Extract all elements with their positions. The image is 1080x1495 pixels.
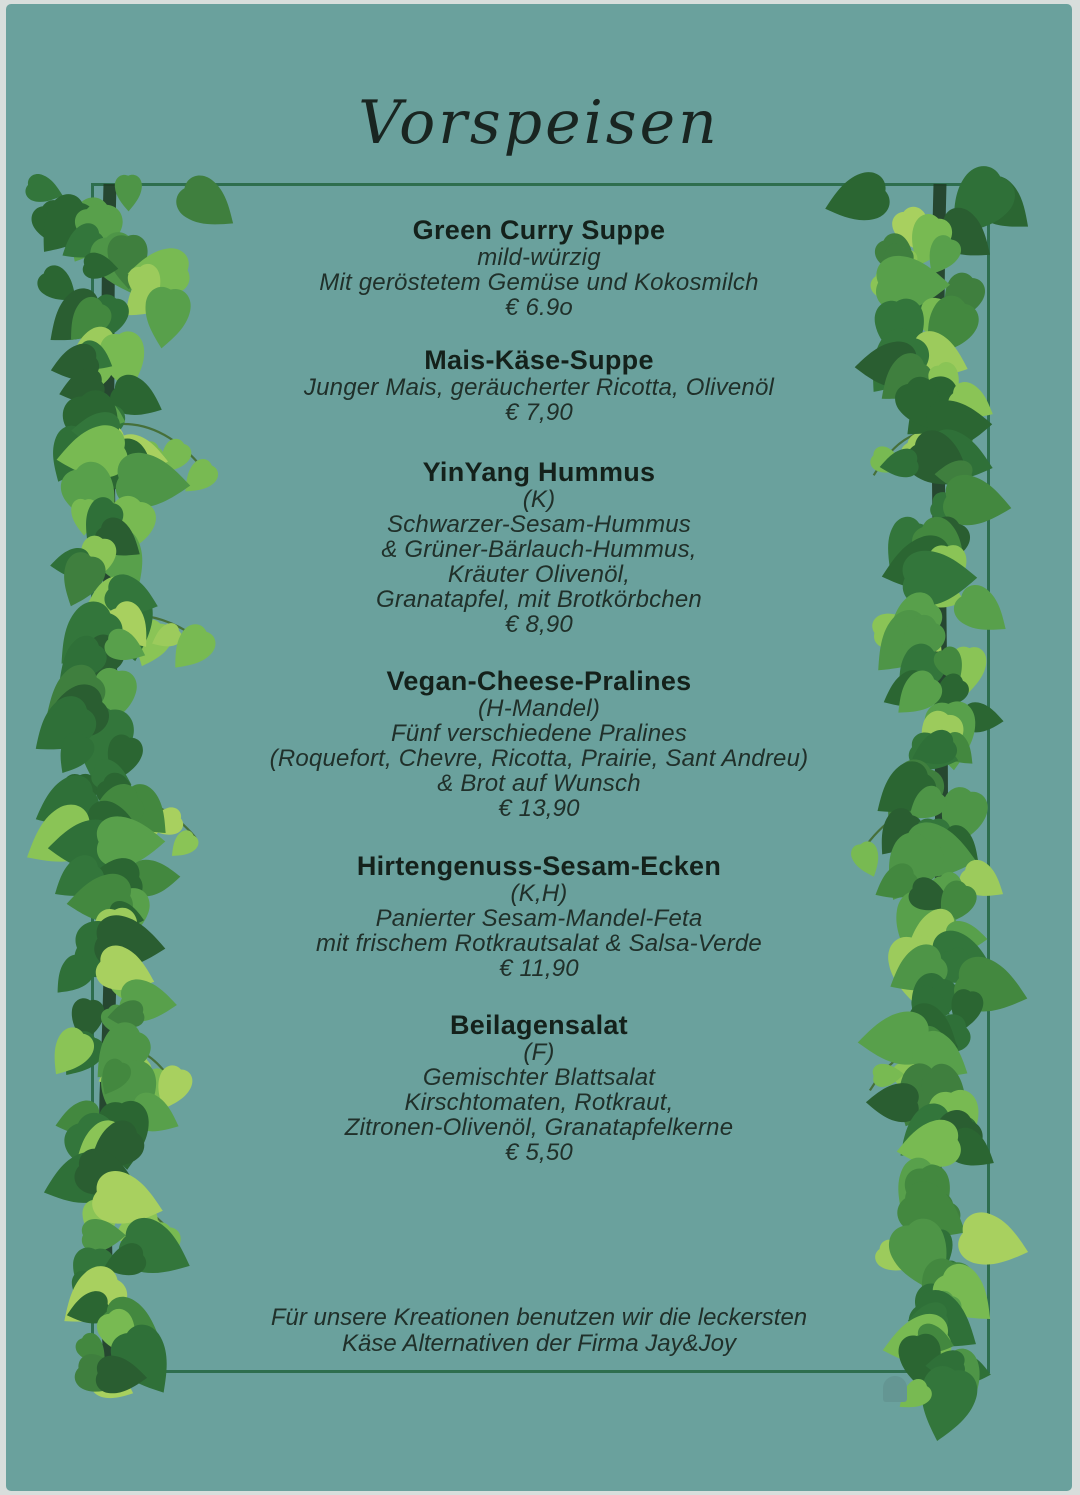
item-description: Kirschtomaten, Rotkraut, [404,1089,674,1116]
item-description: Schwarzer-Sesam-Hummus [386,511,692,538]
item-name: Green Curry Suppe [412,215,666,245]
item-price: € 13,90 [498,795,580,822]
item-price: € 7,90 [505,399,573,426]
menu-item-vegan-cheese-pralines [126,666,952,821]
item-description: Panierter Sesam-Mandel-Feta [375,905,703,932]
menu-item-mais-kaese-suppe [126,345,952,425]
item-description: & Grüner-Bärlauch-Hummus, [381,536,697,563]
item-description: Gemischter Blattsalat [422,1064,656,1091]
menu-item-yinyang-hummus [126,457,952,637]
item-allergen-tag: (K,H) [510,880,568,907]
item-name: YinYang Hummus [422,457,656,487]
item-description: mild-würzig [477,244,601,271]
page-title: Vorspeisen [358,88,720,158]
item-description: & Brot auf Wunsch [437,770,641,797]
item-allergen-tag: (H-Mandel) [477,695,601,722]
item-price: € 5,50 [505,1139,573,1166]
footer-line: Für unsere Kreationen benutzen wir die leckersten [270,1304,808,1331]
item-name: Hirtengenuss-Sesam-Ecken [356,851,722,881]
footer-line: Käse Alternativen der Firma Jay&Joy [342,1330,736,1357]
footer-note [6,1305,1072,1357]
item-allergen-tag: (K) [522,486,556,513]
item-name: Vegan-Cheese-Pralines [386,666,692,696]
menu-page [6,4,1072,1491]
item-name: Mais-Käse-Suppe [424,345,654,375]
menu-item-green-curry-suppe [126,215,952,320]
menu-item-beilagensalat [126,1010,952,1165]
watermark-artifact [883,1376,907,1402]
item-description: Zitronen-Olivenöl, Granatapfelkerne [344,1114,734,1141]
item-description: (Roquefort, Chevre, Ricotta, Prairie, Sant Andreu) [269,745,809,772]
item-description: Kräuter Olivenöl, [447,561,631,588]
item-description: Granatapfel, mit Brotkörbchen [376,586,702,613]
item-price: € 6.9o [505,294,573,321]
item-price: € 8,90 [505,611,573,638]
item-description: Junger Mais, geräucherter Ricotta, Olivenöl [303,374,775,401]
item-description: Fünf verschiedene Pralines [390,720,688,747]
item-description: Mit geröstetem Gemüse und Kokosmilch [319,269,759,296]
menu-item-hirtengenuss-sesam-ecken [126,851,952,981]
item-price: € 11,90 [499,955,579,982]
item-allergen-tag: (F) [523,1039,555,1066]
item-description: mit frischem Rotkrautsalat & Salsa-Verde [316,930,762,957]
item-name: Beilagensalat [450,1010,628,1040]
